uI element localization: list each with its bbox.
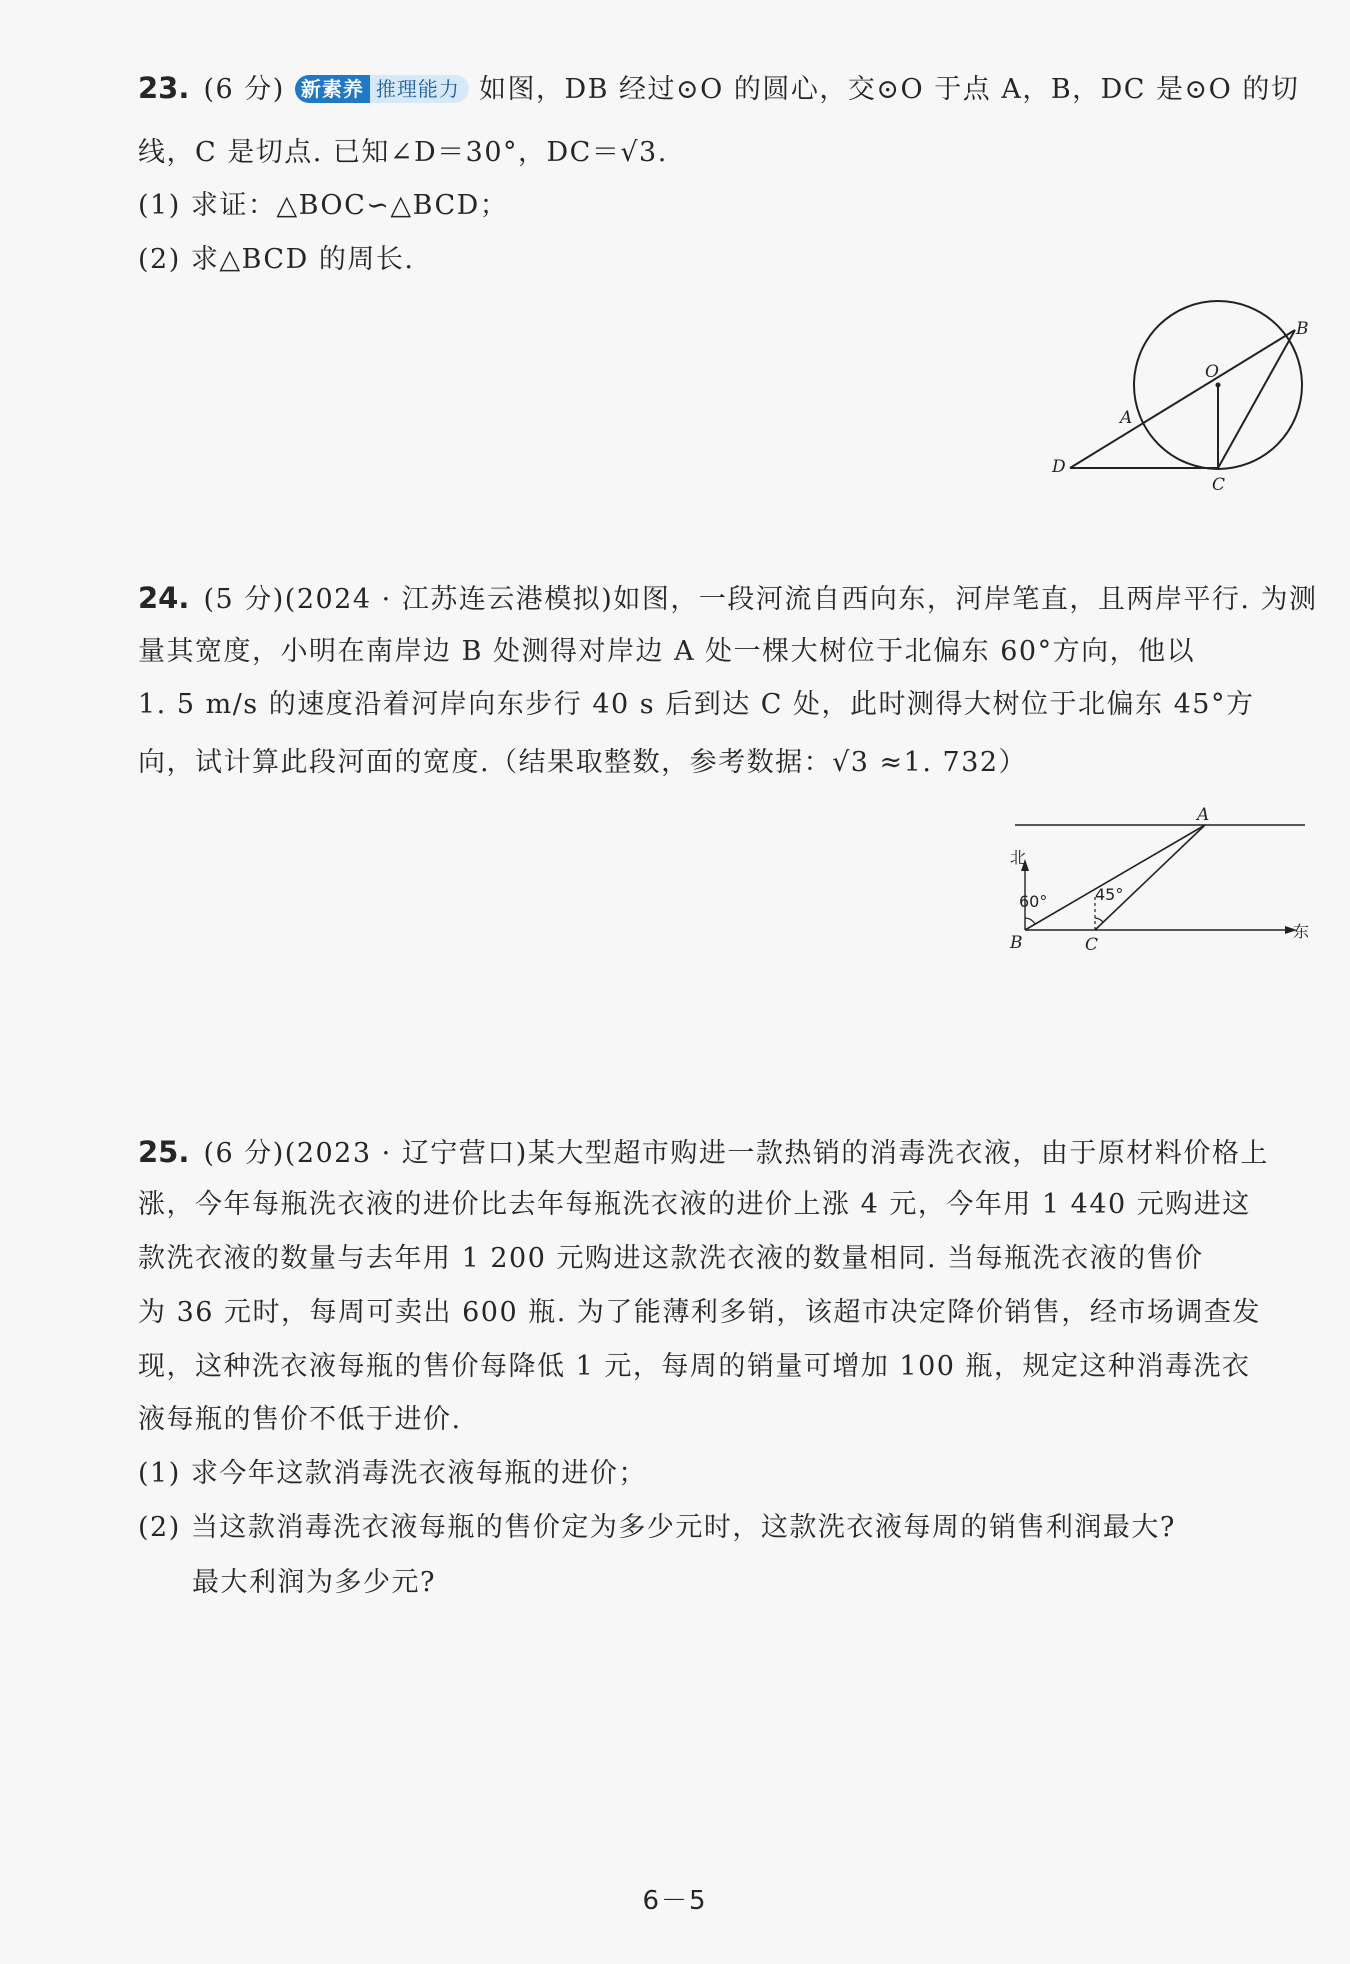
q25-stem-line-2: 涨，今年每瓶洗衣液的进价比去年每瓶洗衣液的进价上涨 4 元，今年用 1 440 元购进这 <box>138 1189 1251 1220</box>
q24-label-c: C <box>1085 935 1099 955</box>
q23-badge-new-literacy: 新素养 <box>295 75 370 103</box>
q24-stem-line-3: 1. 5 m/s 的速度沿着河岸向东步行 40 s 后到达 C 处，此时测得大树位于北偏东 45°方 <box>138 689 1255 720</box>
q24-line-ca <box>1095 825 1205 930</box>
q24-number: 24. <box>138 581 190 615</box>
q25-number: 25. <box>138 1135 190 1169</box>
page-number: 6－5 <box>642 1886 708 1916</box>
q24-label-north: 北 <box>1010 848 1027 867</box>
q23-label-o: O <box>1205 362 1219 382</box>
q23-line-bc <box>1218 330 1295 468</box>
q24-river-figure <box>995 805 1335 965</box>
q23-part-1: (1) 求证：△BOC∽△BCD； <box>138 190 509 221</box>
q25-part-2: (2) 当这款消毒洗衣液每瓶的售价定为多少元时，这款洗衣液每周的销售利润最大? <box>138 1512 1176 1543</box>
q23-label-a: A <box>1120 408 1133 428</box>
q24-stem-line-1: (5 分)(2024 · 江苏连云港模拟)如图，一段河流自西向东，河岸笔直，且两岸平行. 为测 <box>203 584 1318 615</box>
q25-part-2-continued: 最大利润为多少元? <box>192 1567 436 1598</box>
q23-line-1 <box>138 68 1299 110</box>
q24-label-angle-60: 60° <box>1019 892 1048 911</box>
q24-label-b: B <box>1010 933 1023 953</box>
q24-stem-line-2: 量其宽度，小明在南岸边 B 处测得对岸边 A 处一棵大树位于北偏东 60°方向，他以 <box>138 636 1196 667</box>
q25-part-1: (1) 求今年这款消毒洗衣液每瓶的进价； <box>138 1458 647 1489</box>
q23-stem-line-2: 线，C 是切点. 已知∠D＝30°，DC＝√3. <box>138 137 668 168</box>
q24-label-angle-45: 45° <box>1095 885 1124 904</box>
q23-badge-reasoning: 推理能力 <box>370 75 469 103</box>
q23-score: (6 分) <box>203 74 285 105</box>
q23-label-c: C <box>1212 475 1226 495</box>
q25-stem-line-3: 款洗衣液的数量与去年用 1 200 元购进这款洗衣液的数量相同. 当每瓶洗衣液的售价 <box>138 1243 1204 1274</box>
q24-angle-arc-c <box>1095 918 1103 922</box>
q23-center-dot <box>1216 383 1221 388</box>
q23-label-d: D <box>1052 457 1066 477</box>
q25-line-1 <box>138 1132 1269 1174</box>
q24-line-1 <box>138 578 1318 620</box>
q23-number: 23. <box>138 71 190 105</box>
q24-line-ba <box>1025 825 1205 930</box>
q24-stem-line-4: 向，试计算此段河面的宽度.（结果取整数，参考数据：√3 ≈1. 732） <box>138 747 1028 778</box>
q24-label-east: 东 <box>1293 922 1310 941</box>
q23-circle-tangent-figure <box>1040 290 1330 495</box>
q25-stem-line-4: 为 36 元时，每周可卖出 600 瓶. 为了能薄利多销，该超市决定降价销售，经市场调查发 <box>138 1297 1261 1328</box>
q23-stem-line-1: 如图，DB 经过⊙O 的圆心，交⊙O 于点 A，B，DC 是⊙O 的切 <box>478 74 1300 105</box>
q24-angle-arc-b <box>1025 918 1035 924</box>
q25-stem-line-5: 现，这种洗衣液每瓶的售价每降低 1 元，每周的销量可增加 100 瓶，规定这种消毒洗衣 <box>138 1351 1251 1382</box>
q23-line-db <box>1070 330 1295 468</box>
q25-stem-line-6: 液每瓶的售价不低于进价. <box>138 1404 462 1435</box>
q24-label-a: A <box>1197 805 1210 825</box>
q25-stem-line-1: (6 分)(2023 · 辽宁营口)某大型超市购进一款热销的消毒洗衣液，由于原材料价格上 <box>203 1138 1269 1169</box>
q23-label-b: B <box>1296 319 1309 339</box>
q23-part-2: (2) 求△BCD 的周长. <box>138 244 415 275</box>
